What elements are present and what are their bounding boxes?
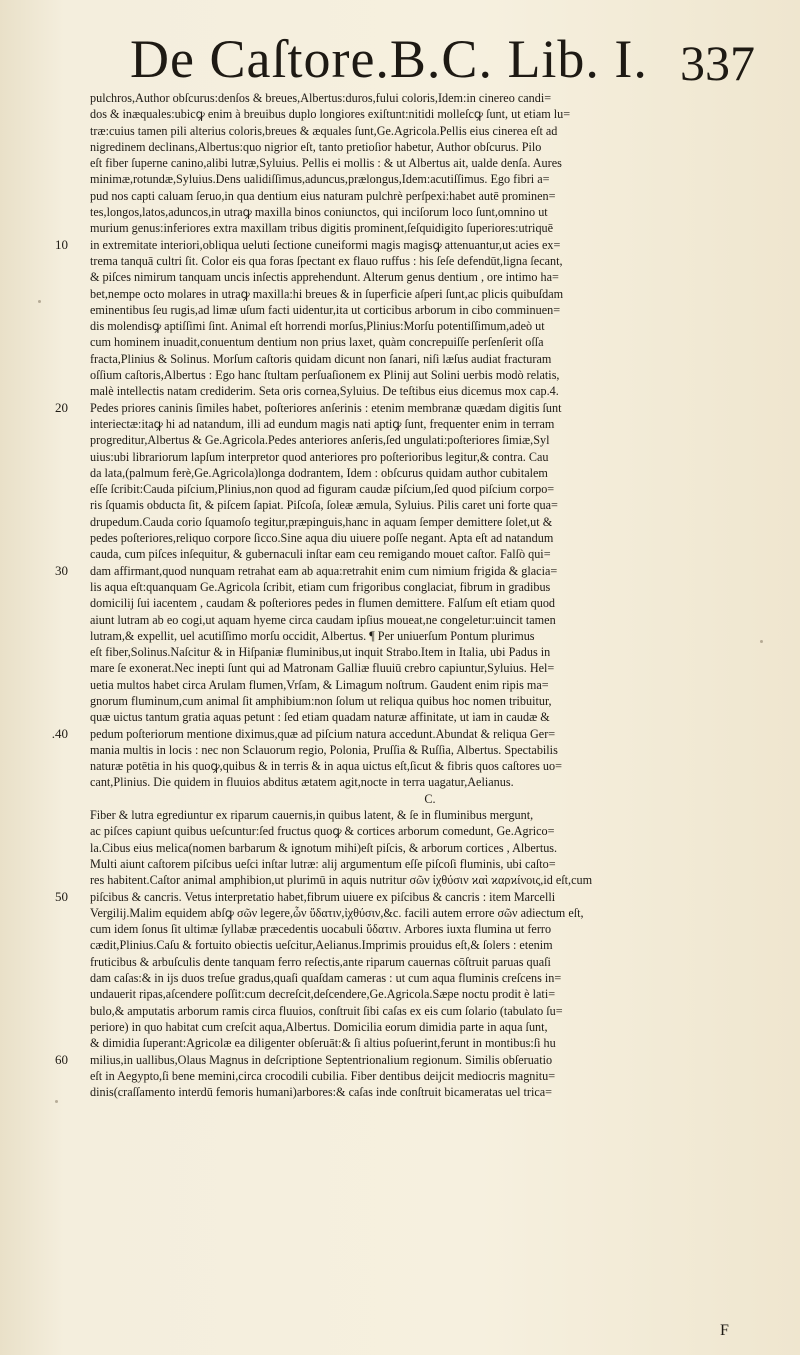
text-line: piſcibus & cancris. Vetus interpretatio habet,fibrum uiuere ex piſcibus & cancris : item Marcelli xyxy=(90,889,556,904)
text-line: bulo,& amputatis arborum ramis circa fluuios, conſtruit ſibi caſas ex eis cum ſolario (tabulato ſu= xyxy=(90,1003,563,1018)
text-line: aiunt lutram ab eo cogi,ut aquam hyeme circa caudam ipſius moueat,ne congeletur:uincit tamen xyxy=(90,612,556,627)
text-line: fracta,Plinius & Solinus. Morſum caſtoris quidam dicunt non ſanari, niſi læſus audiat fracturam xyxy=(90,351,552,366)
text-line: nigredinem declinans,Albertus:quo nigrior eſt, tanto pretioſior habetur, Author obſcurus. Pilo xyxy=(90,139,542,154)
text-line: pud nos capti caluam ſeruo,in qua dentium eius naturam pulchrè perſpexi:habet autē prominen= xyxy=(90,188,556,203)
margin-line-number: 50 xyxy=(55,888,68,904)
margin-line-number: 30 xyxy=(55,562,68,578)
margin-line-number: 10 xyxy=(55,236,68,252)
text-line: progreditur,Albertus & Ge.Agricola.Pedes anteriores anſeris,ſed ungulati:poſteriores ſimiæ,Syl xyxy=(90,433,550,448)
text-line: mare ſe exonerat.Nec inepti ſunt qui ad Matronam Galliæ fluuiū crebro capiuntur,Syluius. Hel= xyxy=(90,661,555,676)
text-line: eſt fiber ſuperne canino,alibi lutræ,Syluius. Pellis ei mollis : & ut Albertus ait, ualde denſa. Aures xyxy=(90,156,562,171)
text-line: ac piſces capiunt quibus ueſcuntur:ſed fructus quoꝙ & cortices arborum comedunt, Ge.Agrico= xyxy=(90,824,555,839)
text-line: la.Cibus eius melica(nomen barbarum & ignotum mihi)eſt piſcis, & arborum cortices , Albertus. xyxy=(90,840,558,855)
paper-speck xyxy=(38,300,41,303)
text-line: undauerit ripas,aſcendere poſſit:cum decreſcit,deſcendere,Ge.Agricola.Sæpe noctu prodit è lati= xyxy=(90,987,556,1002)
paper-speck xyxy=(760,640,763,643)
text-line: domicilij ſui iacentem , caudam & poſteriores pedes in flumen demittere. Falſum eſt etiam quod xyxy=(90,596,556,611)
running-title: De Caſtore.B.C. Lib. I. xyxy=(130,29,648,89)
text-line: pedum poſteriorum mentione diximus,quæ ad piſcium natura accedunt.Abundat & reliqua Ger= xyxy=(90,726,556,741)
text-line: quæ uictus tantum gratia aquas petunt : ſed etiam quadam naturæ affinitate, ut iam in caudæ & xyxy=(90,710,550,725)
text-line: da lata,(palmum ferè,Ge.Agricola)longa dodrantem, Idem : obſcurus quidam author cubitalem xyxy=(90,465,548,480)
text-line: trema tanquā cultri ſit. Color eis qua foras ſpectant ex flauo ruffus : his ſeſe defendūt,ligna ſecant, xyxy=(90,253,563,268)
text-line: cædit,Plinius.Caſu & fortuito obiectis ueſcitur,Aelianus.Imprimis prouidus eſt,& ſolers : etenim xyxy=(90,938,553,953)
page-header xyxy=(0,28,800,91)
text-line: bet,nempe octo molares in utraꝙ maxilla:hi breues & in ſuperficie aſperi ſunt,ac plicis quibuſdam xyxy=(90,286,564,301)
text-line: eſt in Aegypto,ſi bene memini,circa crocodili cubilia. Fiber dentibus deijcit mediocris magnitu= xyxy=(90,1068,556,1083)
text-line: ris ſquamis obducta ſit, & piſcem ſapiat. Piſcoſa, ſoleæ æmula, Syluius. Pilis caret uni forte qua= xyxy=(90,498,558,513)
text-line: træ:cuius tamen pili alterius coloris,breues & æquales ſunt,Ge.Agricola.Pellis eius cinerea eſt ad xyxy=(90,123,558,138)
text-line: & dimidia ſuperant:Agricolæ ea diligenter obſeruāt:& ſi altius poſuerint,ferunt in montibus:ſi hu xyxy=(90,1036,556,1051)
text-line: Pedes priores caninis ſimiles habet, poſteriores anſerinis : etenim membranæ quædam digitis ſunt xyxy=(90,400,562,415)
text-line: in extremitate interiori,obliqua ueluti ſectione cuneiformi magis magisꝙ attenuantur,ut acies ex= xyxy=(90,237,561,252)
text-line: dinis(craſſamento interdū femoris humani)arbores:& caſas inde conſtruit bicameratas uel trica= xyxy=(90,1085,553,1100)
text-line: periore) in quo habitat cum creſcit aqua,Albertus. Domicilia eorum dimidia parte in aqua ſunt, xyxy=(90,1019,548,1034)
text-line: dos & inæquales:ubicꝙ enim à breuibus duplo longiores exiſtunt:nitidi molleſcꝙ ſunt, ut etiam lu= xyxy=(90,107,571,122)
text-line: C. xyxy=(424,791,436,806)
text-line: & piſces nimirum tanquam uncis inſectis apprehendunt. Alterum genus dentium , ore intimo ha= xyxy=(90,270,559,285)
text-line: pedes poſteriores,reliquo corpore ſicco.Sine aqua diu uiuere poſſe negant. Apta eſt ad natandum xyxy=(90,531,554,546)
text-line: uius:ubi librariorum lapſum interpretor quod anteriores pro poſterioribus legitur,& contra. Cau xyxy=(90,449,549,464)
text-line: minimæ,rotundæ,Syluius.Dens ualidiſſimus,aduncus,prælongus,Idem:acutiſſimus. Ego fibri a= xyxy=(90,172,550,187)
text-line: malè intellectis natam crediderim. Seta oris cornea,Syluius. De teſtibus eius dicemus mox cap.4. xyxy=(90,384,559,399)
text-line: lis aqua eſt:quanquam Ge.Agricola ſcribit, etiam cum frigoribus conglaciat, fibrum in gradibus xyxy=(90,579,551,594)
text-line: cum hominem inuadit,conuentum dentium non prius laxet, quàm concrepuiſſe perſenſerit oſſa xyxy=(90,335,544,350)
text-line: cum idem ſonus ſit ultimæ ſyllabæ præcedentis uocabuli ὕδατιν. Arbores iuxta flumina ut ferro xyxy=(90,922,552,937)
text-line: eſt fiber,Solinus.Naſcitur & in Hiſpaniæ fluminibus,ut inquit Strabo.Item in Italia, ubi Padus in xyxy=(90,645,551,660)
text-line: interiectæ:itaꝙ hi ad natandum, illi ad eundum magis nati aptiꝙ ſunt, frequenter enim in terram xyxy=(90,416,555,431)
text-line: lutram,& expellit, uel acutiſſimo morſu occidit, Albertus. ¶ Per uniuerſum Pontum plurimus xyxy=(90,628,535,643)
page-number: 337 xyxy=(680,35,755,91)
text-line: dam affirmant,quod nunquam retrahat eam ab aqua:retrahit enim cum nimium frigida & glacia= xyxy=(90,563,558,578)
text-line: Fiber & lutra egrediuntur ex riparum cauernis,in quibus latent, & ſe in fluminibus mergunt, xyxy=(90,808,534,823)
text-line: milius,in uallibus,Olaus Magnus in deſcriptione Septentrionalium regionum. Similis obſeruatio xyxy=(90,1052,553,1067)
margin-line-number: .40 xyxy=(51,725,68,741)
paper-speck xyxy=(55,1100,58,1103)
text-line: cant,Plinius. Die quidem in fluuios abditus ætatem agit,nocte in terra uagatur,Aelianus. xyxy=(90,775,514,790)
text-line: eſſe ſcribit:Cauda piſcium,Plinius,non quod ad figuram caudæ piſcium,ſed quod piſcium corpo= xyxy=(90,482,555,497)
text-line: dis molendisꝙ aptiſſimi ſint. Animal eſt horrendi morſus,Plinius:Morſu potentiſſimum,adeò ut xyxy=(90,319,545,334)
text-line: naturæ potētia in his quoꝙ,quibus & in terris & in aqua uictus eſt,ſicut & fibris quos caſtores uo= xyxy=(90,759,562,774)
text-line: murium genus:inferiores extra maxillam tribus digitis prominent,ſeſquidigito ſuperiores:utriquē xyxy=(90,221,554,236)
text-line: res habitent.Caſtor animal amphibion,ut plurimū in aquis nutritur σῶν ἰχθύσιν ϰαὶ ϰαρϰίνοις,id eſt,cum xyxy=(90,873,593,888)
margin-line-number: 20 xyxy=(55,399,68,415)
text-line: gnorum fluminum,cum animal ſit amphibium:non ſolum ut reliqua quibus hoc nomen tribuitur, xyxy=(90,693,552,708)
text-line: eminentibus ſeu rugis,ad limæ uſum facti uidentur,ita ut corticibus arborum in cibo comminuen= xyxy=(90,302,561,317)
text-line: dam caſas:& in ijs duos treſue gradus,quaſi quaſdam cameras : ut cum aqua fluminis creſcens in= xyxy=(90,971,562,986)
text-line: oſſium caſtoris,Albertus : Ego hanc ſtultam perſuaſionem ex Plinij aut Solini uerbis modò relatis, xyxy=(90,368,560,383)
text-line: pulchros,Author obſcurus:denſos & breues,Albertus:duros,fului coloris,Idem:in cinereo candi= xyxy=(90,91,552,105)
text-line: Vergilij.Malim equidem abſꝙ σῶν legere,ὧν ὕδατιν,ἰχθύσιν,&c. facili autem errore σῶν adiectum eſt, xyxy=(90,905,584,920)
text-line: uetia multos habet circa Arulam flumen,Vrſam, & Limagum noſtrum. Gaudent enim ripis ma= xyxy=(90,677,549,692)
text-line: cauda, cum piſces inſequitur, & gubernaculi inſtar eam ceu remigando mouet caſtor. Falſò qui= xyxy=(90,547,551,562)
text-line: mania multis in locis : nec non Sclauorum regio, Polonia, Pruſſia & Ruſſia, Albertus. Spectabilis xyxy=(90,742,558,757)
text-line: Multi aiunt caſtorem piſcibus ueſci inſtar lutræ: alij argumentum eſſe piſcoſi fluminis, ubi caſto= xyxy=(90,856,556,871)
body-text xyxy=(51,90,770,1100)
margin-line-number: 60 xyxy=(55,1051,68,1067)
text-line: fruticibus & arbuſculis dente tanquam ferro reſectis,ante riparum cauernas cōſtruit paruas quaſi xyxy=(90,954,551,969)
text-line: drupedum.Cauda corio ſquamoſo tegitur,præpinguis,hanc in aquam ſemper demittere ſolet,ut & xyxy=(90,514,553,529)
text-line: tes,longos,latos,aduncos,in utraꝙ maxilla binos coniunctos, qui inciſorum loco ſunt,omnino ut xyxy=(90,205,548,220)
catchword: F xyxy=(720,1322,729,1339)
